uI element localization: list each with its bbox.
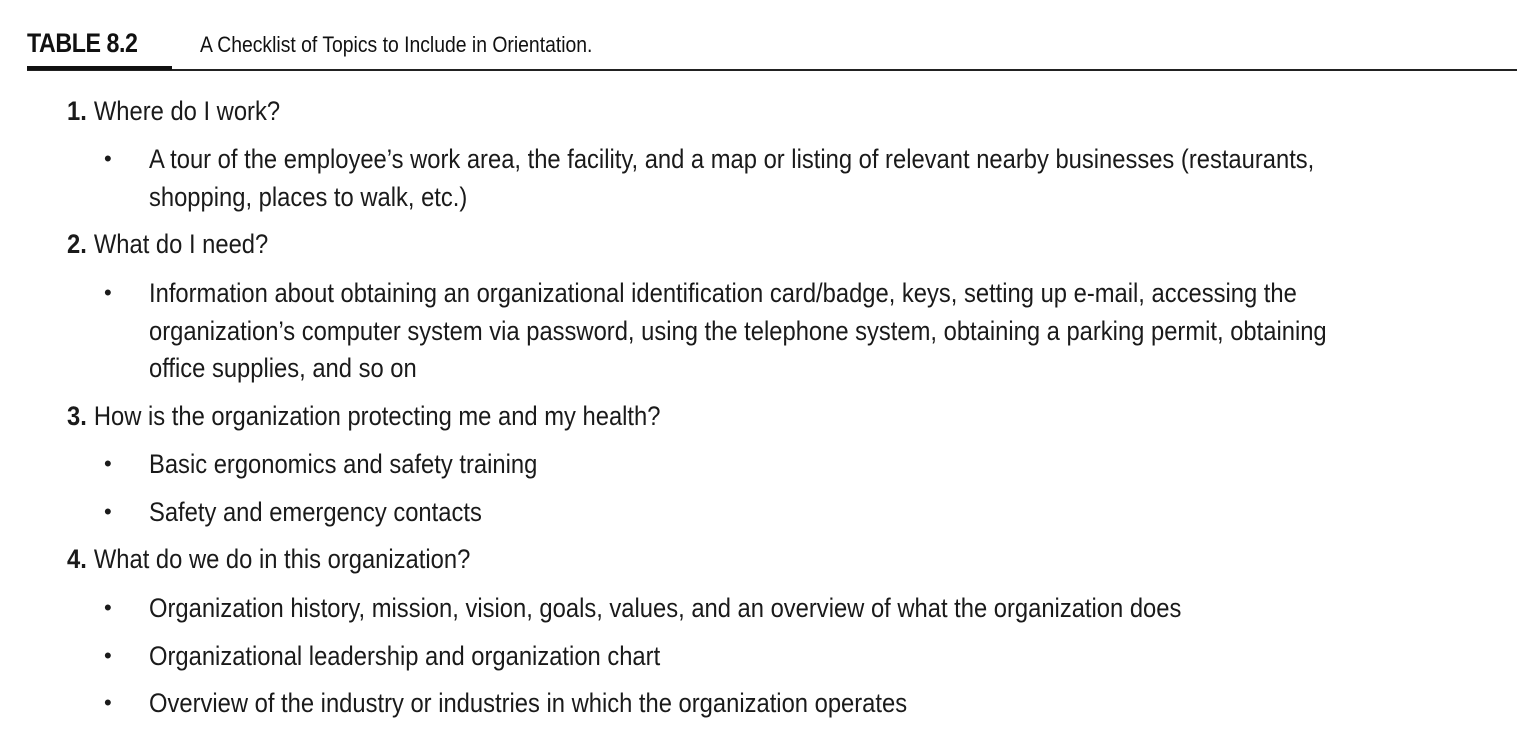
header-accent-rule	[27, 66, 172, 70]
item-line: organization’s computer system via password, using the telephone system, obtaining a parking permit, obtaining	[149, 315, 1327, 346]
item-line: Organization history, mission, vision, goals, values, and an overview of what the organization does	[149, 593, 1182, 623]
question-number: 2.	[67, 229, 87, 259]
list-item	[149, 446, 1328, 484]
bullet: •	[104, 280, 112, 305]
item-line: office supplies, and so on	[149, 353, 417, 383]
question-number: 1.	[67, 96, 87, 126]
item-line: shopping, places to walk, etc.)	[149, 181, 468, 212]
list-item	[149, 494, 1328, 532]
table-label: TABLE 8.2	[27, 28, 138, 58]
bullet: •	[104, 451, 112, 476]
question-2	[67, 226, 268, 262]
table-header	[27, 26, 1517, 71]
bullet: •	[104, 643, 112, 668]
bullet: •	[104, 146, 112, 171]
question-text: What do we do in this organization?	[93, 544, 471, 574]
list-item	[149, 685, 1328, 723]
list-item	[149, 141, 1328, 216]
list-item	[149, 275, 1328, 388]
item-line: Basic ergonomics and safety training	[149, 449, 538, 479]
table-title: A Checklist of Topics to Include in Orientation.	[200, 32, 593, 57]
bullet: •	[104, 499, 112, 524]
question-3	[67, 398, 660, 434]
item-line: Organizational leadership and organization chart	[149, 641, 661, 671]
question-1	[67, 93, 280, 129]
question-number: 4.	[67, 544, 87, 574]
question-number: 3.	[67, 401, 87, 431]
question-4	[67, 541, 470, 577]
header-rule	[27, 69, 1517, 71]
question-text: What do I need?	[93, 229, 269, 259]
item-line: A tour of the employee’s work area, the facility, and a map or listing of relevant nearby businesses (restaurants,	[149, 144, 1315, 174]
question-text: Where do I work?	[93, 96, 281, 126]
bullet: •	[104, 690, 112, 715]
bullet: •	[104, 595, 112, 620]
list-item	[149, 590, 1328, 628]
item-line: Overview of the industry or industries in which the organization operates	[149, 688, 908, 718]
item-line: Safety and emergency contacts	[149, 497, 482, 527]
list-item	[149, 638, 1328, 676]
question-text: How is the organization protecting me and my health?	[93, 401, 661, 431]
item-line: Information about obtaining an organizational identification card/badge, keys, setting up e-mail, accessing the	[149, 278, 1297, 308]
